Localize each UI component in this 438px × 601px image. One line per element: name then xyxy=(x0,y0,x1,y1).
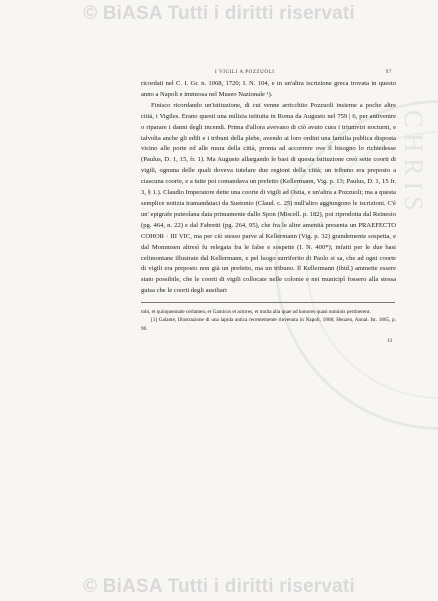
book-page xyxy=(141,70,396,344)
watermark-top: © BiASA Tutti i diritti riservati xyxy=(83,3,355,24)
body-text xyxy=(141,79,396,297)
footnote-1: [1] Galante, Illustrazione di una lapida antica recentemente rinvenuta in Napoli, 1868; Henzen, Annal. Ist. 1865, p. 96. xyxy=(141,317,396,332)
footnote-continuation: tobi, et quinquennale cerlamen, et Gamicos et actores, et multa alia quae ad honores quasi numinis pertinerent. xyxy=(141,309,371,316)
seal-watermark-text: CHRIS xyxy=(399,110,428,217)
watermark-bottom: © BiASA Tutti i diritti riservati xyxy=(83,576,355,597)
paragraph-2: Finisco ricordando un'istituzione, di cui venne arricchito Pozzuoli insieme a poche altre città, i Vigiles. Erano questi una milizia istituita in Roma da Augusto nel 759 | 6, per antivenire o riparare i danni degli incendi. Prima d'allora avevano di ciò avuto cura i triumviri nocturni, e talvolta anche gli edili e i tribuni della plebe, avendo ai loro ordini una familia publica disposta vicino alle porte ed alle mura della città, pronta ad accorrere ove il bisogno lo richiedesse (Paulus, D. 1, 15, fr. 1). Ma Augusto allargando le basi di questa istituzione creò sette coorti di vigili, ognuna delle quali doveva tutelare due regioni della città; un tribuno era preposto a ciascuna coorte, e a tutte poi comandava un prefetto (Kellermann, Vig. p. 13; Paulus, D. 1, 15 fr. 3, § 1.). Claudio Imperatore dette una coorte di vigili ad Ostia, e un'altra a Pozzuoli; ma a questa semplice notizia tramandataci da Suetonio (Claud. c. 25) null'altro aggiungono le iscrizioni. C'è un' epigrafe puteolana data primamente dallo Spon (Miscell. p. 182), poi riprodotta dal Reinesio (pg. 464, n. 22) e dal Fabretti (pg. 264, 95), che fra le altre amenità presenta un PRAEFECTO COHOR · III VIC, ma per ciò stesso parve al Kellermann (Vig. p. 32) grandemente sospetta, e dal Mommsen altresì fu relegata fra le false e sospette (I. N. 400*); infatti per le due basi celimontane illustrate dal Kellermann, e pel luogo surriferito di Paolo si sa, che ad ogni coorte di vigili era preposto non già un prefetto, ma un tribuno. Il Kellermann (ibid.) ammette essere stato possibile, che le coorti di vigili collocate nelle colonie e nei municipî fossero alla stessa guisa che le coorti degli ausiliari xyxy=(141,101,396,295)
footnotes xyxy=(141,308,396,333)
signature-mark: 13 xyxy=(387,338,392,344)
page-number: 97 xyxy=(385,70,392,75)
running-head xyxy=(145,70,392,75)
running-head-title: I VIGILI A POZZUOLI xyxy=(215,70,275,75)
paragraph-1: ricordati nel C. I. Gr. n. 1068, 1720; I. N. 104, e in un'altra iscrizione greca trovata in questo anno a Napoli e immessa nel Museo Nazionale ¹). xyxy=(141,80,396,98)
footnote-rule xyxy=(141,302,395,303)
